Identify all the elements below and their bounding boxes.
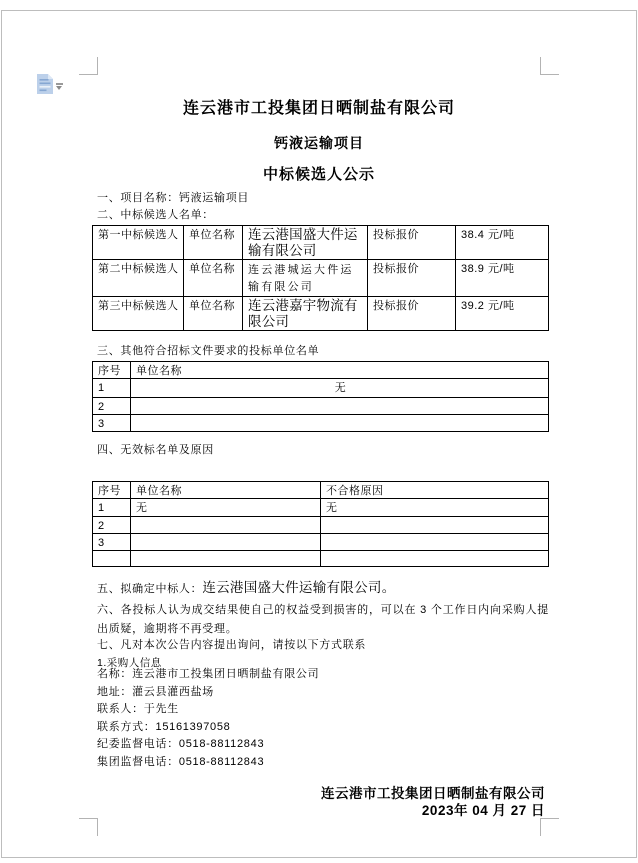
unit-label-cell: 单位名称 — [184, 297, 243, 331]
section-5-winner-line — [97, 581, 396, 596]
candidate-row-2 — [93, 260, 549, 297]
winner-company: 连云港国盛大件运输有限公司。 — [202, 580, 396, 595]
table-row — [93, 415, 549, 432]
header-row — [93, 482, 549, 499]
candidates-table — [92, 225, 549, 331]
price-cell: 38.9 元/吨 — [456, 260, 549, 297]
section-7-contact-heading: 七、凡对本次公告内容提出询问，请按以下方式联系 — [97, 639, 367, 651]
contact-info-block — [97, 666, 319, 772]
no-cell: 3 — [93, 415, 131, 432]
rank-cell: 第二中标候选人 — [93, 260, 184, 297]
company-cell: 连云港国盛大件运输有限公司 — [243, 226, 368, 260]
section-5-prefix: 五、拟确定中标人： — [97, 583, 203, 595]
contact-address-line: 地址：灌云县灌西盐场 — [97, 685, 214, 698]
unit-cell: 无 — [131, 499, 321, 517]
signature-date: 2023年 04 月 27 日 — [421, 803, 545, 818]
company-cell: 连云港城运大件运输有限公司 — [243, 260, 368, 297]
company-cell: 连云港嘉宇物流有限公司 — [243, 297, 368, 331]
discipline-phone-line: 纪委监督电话：0518-88112843 — [97, 738, 265, 751]
contact-phone-line: 联系方式：15161397058 — [97, 720, 231, 733]
reason-header-cell: 不合格原因 — [321, 482, 549, 499]
unit-cell — [131, 534, 321, 551]
title-project: 钙液运输项目 — [274, 135, 364, 151]
unit-cell — [131, 517, 321, 534]
contact-name-line: 名称：连云港市工投集团日晒制盐有限公司 — [97, 668, 320, 680]
signature-company: 连云港市工投集团日晒制盐有限公司 — [321, 786, 545, 801]
section-4-heading: 四、无效标名单及原因 — [97, 444, 214, 456]
chevron-down-icon — [56, 83, 63, 85]
group-phone-line: 集团监督电话：0518-88112843 — [97, 755, 265, 768]
no-header-cell: 序号 — [93, 482, 131, 499]
reason-cell — [321, 517, 549, 534]
reason-cell — [321, 534, 549, 551]
title-company: 连云港市工投集团日晒制盐有限公司 — [182, 100, 455, 117]
unit-cell — [131, 398, 549, 415]
section-6-objection-note: 六、各投标人认为成交结果使自己的权益受到损害的，可以在 3 个工作日内向采购人提出质疑，逾期将不再受理。 — [97, 604, 549, 635]
reason-cell — [321, 551, 549, 567]
table-row — [93, 534, 549, 551]
table-row — [93, 499, 549, 517]
candidate-row-1 — [93, 226, 549, 260]
contact-person-line: 联系人：于先生 — [97, 703, 179, 716]
section-2-heading: 二、中标候选人名单： — [97, 209, 214, 221]
price-cell: 39.2 元/吨 — [456, 297, 549, 331]
candidate-row-3 — [93, 297, 549, 331]
unit-cell — [131, 415, 549, 432]
unit-label-cell: 单位名称 — [184, 226, 243, 260]
section-1-project-name: 一、项目名称：钙液运输项目 — [97, 192, 250, 204]
no-cell: 3 — [93, 534, 131, 551]
purchaser-info-heading: 1.采购人信息 — [97, 657, 162, 669]
paste-options-icon — [36, 72, 54, 96]
table-row — [93, 551, 549, 567]
no-cell: 1 — [93, 499, 131, 517]
unit-cell — [131, 551, 321, 567]
reason-cell: 无 — [321, 499, 549, 517]
price-label-cell: 投标报价 — [368, 260, 456, 297]
unit-header-cell: 单位名称 — [131, 482, 321, 499]
rank-cell: 第一中标候选人 — [93, 226, 184, 260]
price-label-cell: 投标报价 — [368, 226, 456, 260]
margin-mark-top-right — [540, 57, 559, 75]
no-cell — [93, 551, 131, 567]
price-label-cell: 投标报价 — [368, 297, 456, 331]
other-bidders-table — [92, 361, 549, 432]
table-row — [93, 379, 549, 398]
header-row — [93, 362, 549, 379]
table-row — [93, 398, 549, 415]
rank-cell: 第三中标候选人 — [93, 297, 184, 331]
margin-mark-bottom-right — [540, 818, 559, 836]
unit-header-cell: 单位名称 — [131, 362, 549, 379]
margin-mark-top-left — [79, 57, 98, 75]
price-cell: 38.4 元/吨 — [456, 226, 549, 260]
unit-label-cell: 单位名称 — [184, 260, 243, 297]
unit-cell: 无 — [131, 379, 549, 398]
no-header-cell: 序号 — [93, 362, 131, 379]
title-notice: 中标候选人公示 — [262, 166, 375, 183]
no-cell: 2 — [93, 398, 131, 415]
section-3-heading: 三、其他符合招标文件要求的投标单位名单 — [97, 345, 320, 357]
table-row — [93, 517, 549, 534]
invalid-bids-table — [92, 481, 549, 567]
no-cell: 1 — [93, 379, 131, 398]
margin-mark-bottom-left — [79, 818, 98, 836]
no-cell: 2 — [93, 517, 131, 534]
